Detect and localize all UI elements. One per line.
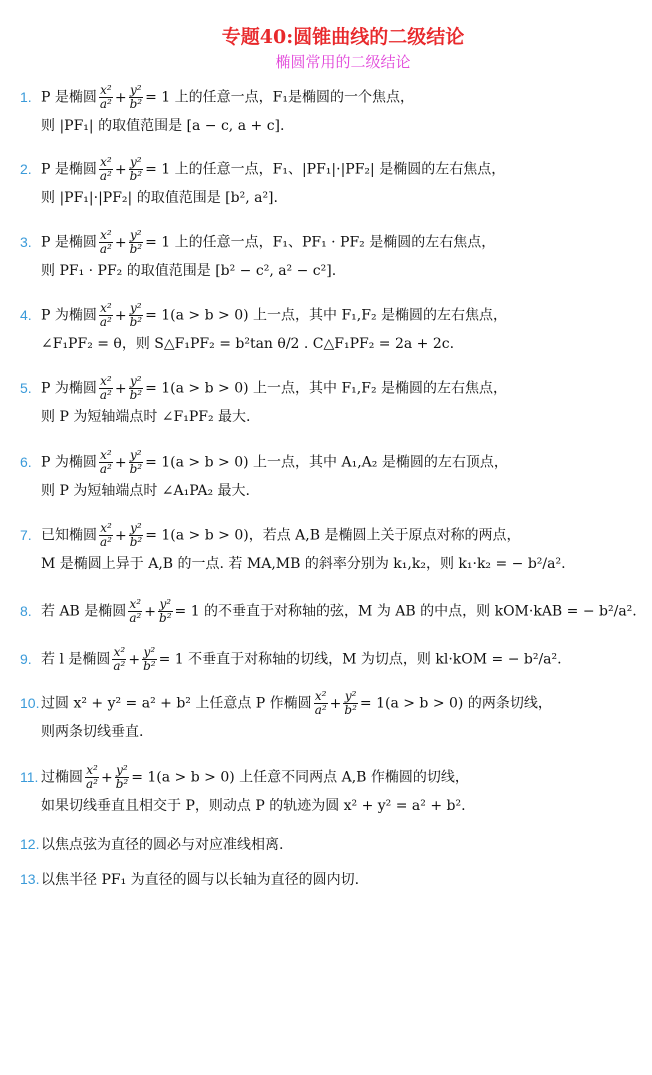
item-statement-text: = 1(a > b > 0)，若点 A,B 是椭圆上关于原点对称的两点， [145, 527, 521, 544]
item-line-1 [20, 764, 645, 791]
item-line-1 [20, 522, 645, 549]
list-item [20, 301, 645, 352]
item-statement-text: = 1 上的任意一点，F₁、|PF₁|·|PF₂| 是椭圆的左右焦点， [145, 161, 506, 178]
list-item [20, 869, 645, 890]
item-statement-text: = 1 不垂直于对称轴的切线，M 为切点，则 kl·kOM = − b²/a². [158, 651, 562, 668]
item-lead-text: P 是椭圆 [41, 161, 97, 178]
item-statement-text: = 1(a > b > 0) 上一点，其中 A₁,A₂ 是椭圆的左右顶点， [145, 454, 508, 471]
item-line-1 [20, 834, 645, 855]
item-line-1 [20, 229, 645, 256]
item-line-1 [20, 84, 645, 111]
ellipse-equation: $\frac{\text{x²}}{\text{a²}}$ + $\frac{\text{y²}}{\text{b²}}$ [99, 301, 143, 329]
page-title: 专题40:圆锥曲线的二级结论 [221, 26, 465, 48]
item-line-1 [20, 869, 645, 890]
item-line-2: ∠F₁PF₂ = θ，则 S△F₁PF₂ = b²tan θ/2 . C△F₁PF₂ = 2a + 2c. [41, 336, 455, 352]
item-line-2: 则 P 为短轴端点时 ∠A₁PA₂ 最大. [41, 483, 250, 499]
item-lead-text: P 为椭圆 [41, 380, 97, 397]
ellipse-equation: $\frac{\text{x²}}{\text{a²}}$ + $\frac{\text{y²}}{\text{b²}}$ [113, 645, 156, 673]
list-item [20, 228, 645, 279]
item-number: 6. [20, 453, 32, 470]
list-item [20, 374, 645, 425]
item-number: 12. [20, 836, 40, 852]
item-lead-text: P 为椭圆 [41, 454, 97, 471]
item-line-1 [20, 598, 645, 625]
item-line-2: 则两条切线垂直. [41, 724, 144, 740]
item-lead-text: 过椭圆 [41, 769, 83, 786]
list-item [20, 83, 645, 134]
item-number: 3. [20, 233, 32, 250]
item-line-1 [20, 690, 645, 717]
item-line-1 [20, 646, 645, 673]
item-number: 1. [20, 88, 32, 105]
list-item [20, 155, 645, 206]
item-number: 7. [20, 526, 32, 543]
list-item [20, 834, 645, 855]
page-subtitle: 椭圆常用的二级结论 [275, 53, 411, 71]
item-statement-text: = 1(a > b > 0) 上一点，其中 F₁,F₂ 是椭圆的左右焦点， [145, 380, 508, 397]
ellipse-equation: $\frac{\text{x²}}{\text{a²}}$ + $\frac{\text{y²}}{\text{b²}}$ [86, 763, 129, 791]
list-item [20, 521, 645, 572]
item-lead-text: P 是椭圆 [41, 89, 97, 106]
list-item [20, 646, 645, 673]
item-number: 13. [20, 871, 40, 887]
item-line-1 [20, 156, 645, 183]
item-lead-text: 过圆 x² + y² = a² + b² 上任意点 P 作椭圆 [41, 695, 312, 712]
item-statement-text: = 1(a > b > 0) 的两条切线， [359, 695, 552, 712]
item-line-2: 则 |PF₁|·|PF₂| 的取值范围是 [b², a²]. [41, 190, 278, 206]
item-statement-text: = 1 上的任意一点，F₁是椭圆的一个焦点， [145, 89, 414, 106]
item-line-2: 则 P 为短轴端点时 ∠F₁PF₂ 最大. [41, 409, 251, 425]
item-lead-text: P 是椭圆 [41, 234, 97, 251]
ellipse-equation: $\frac{\text{x²}}{\text{a²}}$ + $\frac{\text{y²}}{\text{b²}}$ [99, 83, 143, 111]
item-number: 4. [20, 306, 32, 323]
item-line-1 [20, 449, 645, 476]
ellipse-equation: $\frac{\text{x²}}{\text{a²}}$ + $\frac{\text{y²}}{\text{b²}}$ [99, 155, 143, 183]
item-line-2: M 是椭圆上异于 A,B 的一点. 若 MA,MB 的斜率分别为 k₁,k₂，则 k₁·k₂ = − b²/a². [41, 556, 566, 572]
item-statement-text: = 1(a > b > 0) 上任意不同两点 A,B 作椭圆的切线， [131, 769, 469, 786]
item-lead-text: 若 AB 是椭圆 [41, 603, 127, 620]
item-number: 5. [20, 379, 32, 396]
item-lead-text: P 为椭圆 [41, 307, 97, 324]
item-lead-text: 以焦半径 PF₁ 为直径的圆与以长轴为直径的圆内切. [41, 872, 360, 888]
item-line-2: 则 |PF₁| 的取值范围是 [a − c, a + c]. [41, 118, 285, 134]
item-number: 9. [20, 650, 32, 667]
item-lead-text: 已知椭圆 [41, 527, 97, 544]
item-lead-text: 若 l 是椭圆 [41, 651, 111, 668]
item-line-1 [20, 302, 645, 329]
list-item [20, 598, 645, 625]
item-lead-text: 以焦点弦为直径的圆必与对应准线相离. [41, 837, 284, 853]
item-line-1 [20, 375, 645, 402]
item-line-2: 则 PF₁ · PF₂ 的取值范围是 [b² − c², a² − c²]. [41, 263, 337, 279]
list-item [20, 689, 645, 740]
item-number: 11. [20, 768, 39, 785]
list-item [20, 763, 645, 814]
list-item [20, 448, 645, 499]
ellipse-equation: $\frac{\text{x²}}{\text{a²}}$ + $\frac{\text{y²}}{\text{b²}}$ [100, 521, 143, 549]
ellipse-equation: $\frac{\text{x²}}{\text{a²}}$ + $\frac{\text{y²}}{\text{b²}}$ [99, 448, 143, 476]
item-number: 10. [20, 694, 40, 711]
item-number: 8. [20, 602, 32, 619]
ellipse-equation: $\frac{\text{x²}}{\text{a²}}$ + $\frac{\text{y²}}{\text{b²}}$ [99, 228, 143, 256]
item-statement-text: = 1 的不垂直于对称轴的弦，M 为 AB 的中点，则 kOM·kAB = − b²/a². [174, 603, 637, 620]
ellipse-equation: $\frac{\text{x²}}{\text{a²}}$ + $\frac{\text{y²}}{\text{b²}}$ [129, 597, 172, 625]
item-line-2: 如果切线垂直且相交于 P，则动点 P 的轨迹为圆 x² + y² = a² + b². [41, 798, 466, 814]
ellipse-equation: $\frac{\text{x²}}{\text{a²}}$ + $\frac{\text{y²}}{\text{b²}}$ [314, 689, 357, 717]
ellipse-equation: $\frac{\text{x²}}{\text{a²}}$ + $\frac{\text{y²}}{\text{b²}}$ [99, 374, 143, 402]
item-statement-text: = 1(a > b > 0) 上一点，其中 F₁,F₂ 是椭圆的左右焦点， [145, 307, 508, 324]
item-number: 2. [20, 160, 32, 177]
item-statement-text: = 1 上的任意一点，F₁、PF₁ · PF₂ 是椭圆的左右焦点， [145, 234, 496, 251]
